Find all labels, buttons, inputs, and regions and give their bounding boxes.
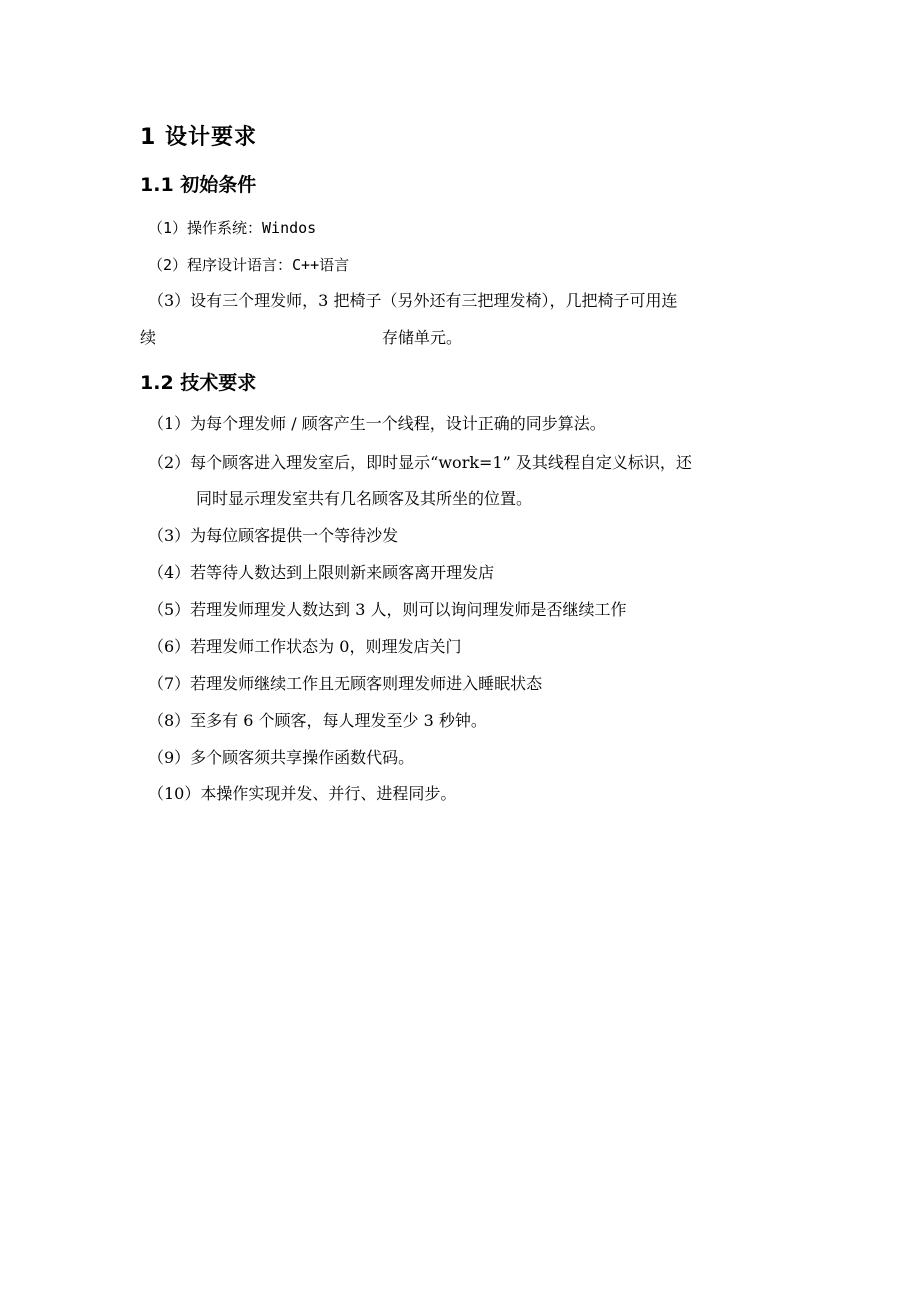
requirement-item-1: （1）为每个理发师 / 顾客产生一个线程，设计正确的同步算法。 (148, 414, 606, 433)
condition-item-3: （3）设有三个理发师，3 把椅子（另外还有三把理发椅），几把椅子可用连 (148, 291, 678, 310)
subsection-title-initial-conditions: 1.1 初始条件 (140, 174, 257, 196)
requirement-item-8: （8）至多有 6 个顾客，每人理发至少 3 秒钟。 (148, 711, 487, 730)
subsection-title-technical-requirements: 1.2 技术要求 (140, 372, 257, 394)
requirement-item-4: （4）若等待人数达到上限则新来顾客离开理发店 (148, 563, 495, 582)
requirement-item-6: （6）若理发师工作状态为 0，则理发店关门 (148, 637, 462, 656)
condition-item-3-continued: 续 (140, 328, 157, 347)
condition-item-2: （2）程序设计语言：C++语言 (148, 256, 350, 274)
requirement-item-9: （9）多个顾客须共享操作函数代码。 (148, 748, 415, 767)
requirement-item-2-continued: 同时显示理发室共有几名顾客及其所坐的位置。 (196, 489, 533, 508)
requirement-item-3: （3）为每位顾客提供一个等待沙发 (148, 526, 399, 545)
requirement-item-10: （10）本操作实现并发、并行、进程同步。 (148, 784, 457, 803)
condition-item-3-tail: 存储单元。 (382, 328, 463, 347)
section-title: 1 设计要求 (140, 125, 257, 150)
requirement-item-7: （7）若理发师继续工作且无顾客则理发师进入睡眠状态 (148, 674, 543, 693)
requirement-item-5: （5）若理发师理发人数达到 3 人，则可以询问理发师是否继续工作 (148, 600, 627, 619)
requirement-item-2: （2）每个顾客进入理发室后，即时显示“work=1” 及其线程自定义标识，还 (148, 453, 692, 472)
condition-item-1: （1）操作系统：Windos (148, 219, 317, 237)
